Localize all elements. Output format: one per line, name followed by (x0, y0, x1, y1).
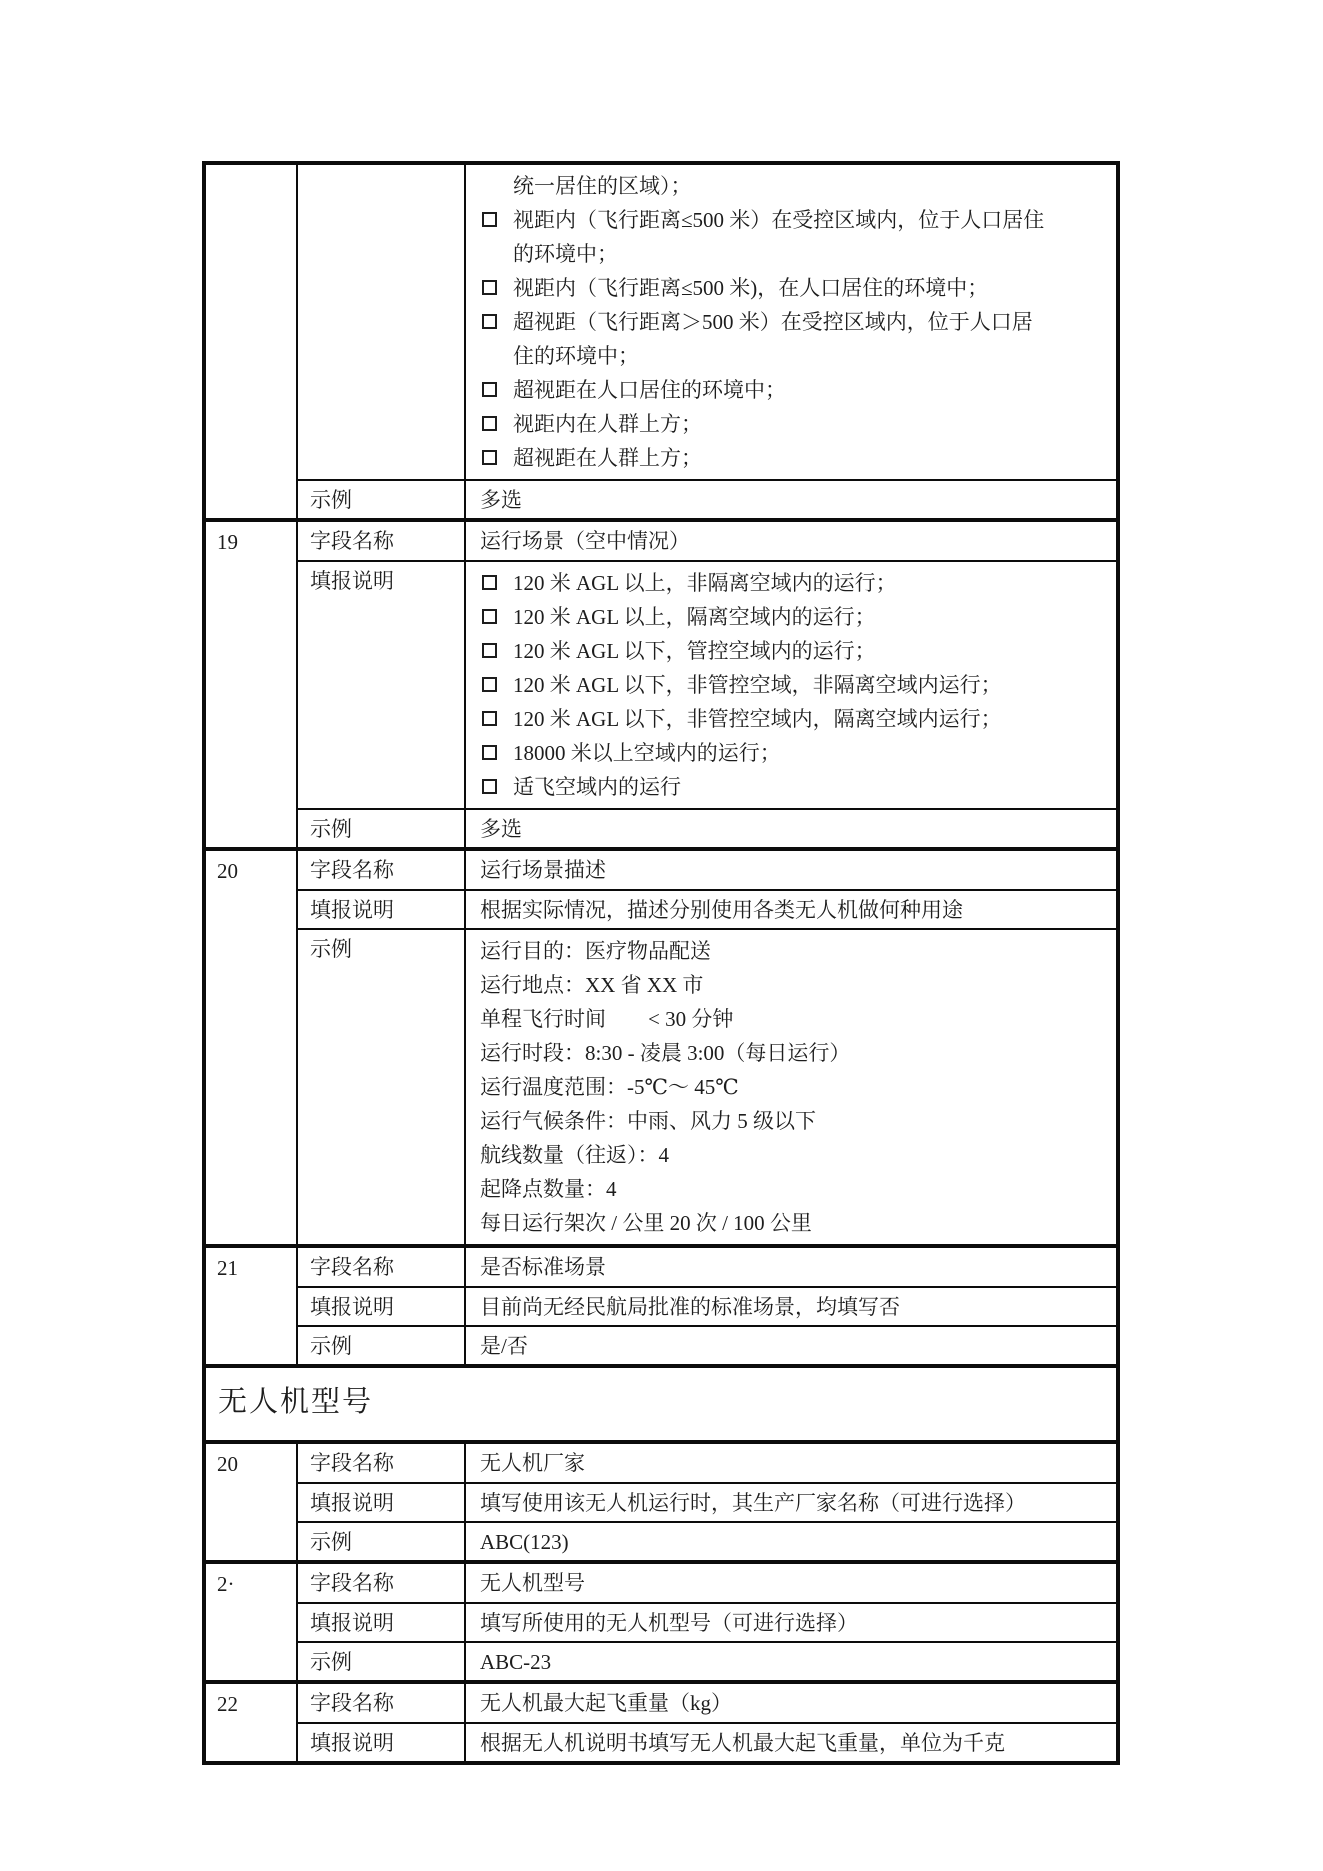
example-value: ABC-23 (480, 1650, 552, 1674)
fill-instruction-label: 填报说明 (298, 562, 466, 808)
checkbox-option (480, 566, 1108, 600)
checkbox-icon (482, 212, 497, 227)
checkbox-option (480, 169, 1108, 203)
fill-instruction-row (298, 1286, 1116, 1325)
example-row (298, 1325, 1116, 1364)
fill-instruction-row (298, 1602, 1116, 1641)
checkbox-icon (482, 280, 497, 295)
example-line: 起降点数量：4 (480, 1177, 617, 1201)
checkbox-option-label: 超视距（飞行距离＞500 米）在受控区域内，位于人口居住的环境中； (513, 310, 1033, 368)
field-label-cell (298, 165, 466, 479)
checkbox-option (480, 373, 1108, 407)
row-number-cell: 20 (206, 1444, 298, 1560)
example-line: 航线数量（往返）：4 (480, 1143, 669, 1167)
checkbox-icon (482, 609, 497, 624)
field-group-20 (206, 847, 1116, 1244)
example-label: 示例 (298, 1327, 466, 1364)
checkbox-icon (482, 711, 497, 726)
checkbox-icon (482, 677, 497, 692)
field-group-continued (206, 165, 1116, 518)
example-label: 示例 (298, 1523, 466, 1560)
checkbox-icon (482, 745, 497, 760)
field-name-value: 无人机型号 (480, 1571, 585, 1595)
checkbox-option (480, 634, 1108, 668)
checkbox-option-label: 视距内（飞行距离≤500 米)，在人口居住的环境中； (513, 276, 989, 300)
fill-instruction-value: 根据实际情况，描述分别使用各类无人机做何种用途 (480, 898, 963, 922)
example-line: 运行目的：医疗物品配送 (480, 939, 711, 963)
field-name-row (298, 522, 1116, 560)
field-name-row (298, 1564, 1116, 1602)
checkbox-option (480, 305, 1108, 373)
field-group-22 (206, 1680, 1116, 1761)
checkbox-option-label: 适飞空域内的运行 (513, 775, 681, 799)
row-number-cell (206, 165, 298, 518)
example-value: 多选 (480, 488, 522, 512)
checkbox-option-label: 120 米 AGL 以下，非管控空域内，隔离空域内运行； (513, 707, 1002, 731)
checkbox-icon (482, 450, 497, 465)
fill-instruction-label: 填报说明 (298, 891, 466, 928)
example-label: 示例 (298, 810, 466, 847)
checkbox-icon (482, 416, 497, 431)
example-line: 运行温度范围：-5℃～ 45℃ (480, 1075, 739, 1099)
checkbox-icon (482, 314, 497, 329)
field-name-row (298, 851, 1116, 889)
checkbox-option (480, 271, 1108, 305)
checkbox-option (480, 736, 1108, 770)
row-number-cell: 22 (206, 1684, 298, 1761)
example-line: 运行时段：8:30 - 凌晨 3:00（每日运行） (480, 1041, 851, 1065)
example-row (298, 928, 1116, 1244)
checkbox-option (480, 407, 1108, 441)
example-value: 是/否 (480, 1334, 528, 1358)
field-name-value: 是否标准场景 (480, 1255, 606, 1279)
field-group-uav-model (206, 1560, 1116, 1680)
checkbox-option-label: 120 米 AGL 以上，非隔离空域内的运行； (513, 571, 897, 595)
field-name-value: 无人机最大起飞重量（kg） (480, 1691, 732, 1715)
fill-instruction-row (298, 1722, 1116, 1761)
example-label: 示例 (298, 481, 466, 518)
fill-instruction-row (298, 165, 1116, 479)
field-name-value: 运行场景描述 (480, 858, 606, 882)
checkbox-option-label: 120 米 AGL 以下，非管控空域，非隔离空域内运行； (513, 673, 1002, 697)
example-label: 示例 (298, 930, 466, 1244)
checkbox-option-label: 18000 米以上空域内的运行； (513, 741, 781, 765)
fill-instruction-label: 填报说明 (298, 1604, 466, 1641)
field-definition-table (202, 161, 1120, 1765)
checkbox-option-label: 120 米 AGL 以上，隔离空域内的运行； (513, 605, 876, 629)
checkbox-option (480, 770, 1108, 804)
fill-instruction-value: 目前尚无经民航局批准的标准场景，均填写否 (480, 1295, 900, 1319)
example-value: 多选 (480, 817, 522, 841)
checkbox-option-list (466, 165, 1116, 479)
field-name-label: 字段名称 (298, 522, 466, 560)
checkbox-option (480, 441, 1108, 475)
checkbox-option-label: 超视距在人口居住的环境中； (513, 378, 786, 402)
fill-instruction-row (298, 560, 1116, 808)
fill-instruction-row (298, 889, 1116, 928)
checkbox-option (480, 702, 1108, 736)
row-number-cell: 20 (206, 851, 298, 1244)
checkbox-option-label: 统一居住的区域）； (513, 174, 692, 198)
field-name-label: 字段名称 (298, 1248, 466, 1286)
example-value: ABC(123) (480, 1530, 569, 1554)
example-row (298, 1521, 1116, 1560)
example-label: 示例 (298, 1643, 466, 1680)
fill-instruction-label: 填报说明 (298, 1288, 466, 1325)
checkbox-option-label: 视距内在人群上方； (513, 412, 702, 436)
field-name-label: 字段名称 (298, 1564, 466, 1602)
checkbox-option-label: 超视距在人群上方； (513, 446, 702, 470)
checkbox-icon (482, 643, 497, 658)
example-row (298, 479, 1116, 518)
field-name-value: 运行场景（空中情况） (480, 529, 690, 553)
example-line: 运行气候条件：中雨、风力 5 级以下 (480, 1109, 816, 1133)
checkbox-icon (482, 575, 497, 590)
field-name-label: 字段名称 (298, 1684, 466, 1722)
row-number-cell: 21 (206, 1248, 298, 1364)
fill-instruction-value: 填写使用该无人机运行时，其生产厂家名称（可进行选择） (480, 1491, 1026, 1515)
example-row (298, 808, 1116, 847)
checkbox-option (480, 600, 1108, 634)
field-group-21 (206, 1244, 1116, 1364)
field-group-19 (206, 518, 1116, 847)
checkbox-option-list (466, 562, 1116, 808)
field-group-uav-manufacturer (206, 1440, 1116, 1560)
example-multiline-value (466, 930, 1116, 1244)
example-line: 单程飞行时间 < 30 分钟 (480, 1007, 734, 1031)
fill-instruction-value: 根据无人机说明书填写无人机最大起飞重量，单位为千克 (480, 1731, 1005, 1755)
row-number-cell: 19 (206, 522, 298, 847)
checkbox-icon (482, 779, 497, 794)
example-row (298, 1641, 1116, 1680)
field-name-value: 无人机厂家 (480, 1451, 585, 1475)
checkbox-option (480, 203, 1108, 271)
field-name-label: 字段名称 (298, 1444, 466, 1482)
fill-instruction-row (298, 1482, 1116, 1521)
checkbox-option (480, 668, 1108, 702)
section-header-uav-model: 无人机型号 (206, 1364, 1116, 1440)
fill-instruction-label: 填报说明 (298, 1484, 466, 1521)
field-name-row (298, 1248, 1116, 1286)
field-name-row (298, 1684, 1116, 1722)
field-name-row (298, 1444, 1116, 1482)
row-number-cell: 2· (206, 1564, 298, 1680)
field-name-label: 字段名称 (298, 851, 466, 889)
example-line: 每日运行架次 / 公里 20 次 / 100 公里 (480, 1211, 812, 1235)
fill-instruction-value: 填写所使用的无人机型号（可进行选择） (480, 1611, 858, 1635)
checkbox-icon (482, 382, 497, 397)
checkbox-option-label: 视距内（飞行距离≤500 米）在受控区域内，位于人口居住的环境中； (513, 208, 1045, 266)
fill-instruction-label: 填报说明 (298, 1724, 466, 1761)
checkbox-option-label: 120 米 AGL 以下，管控空域内的运行； (513, 639, 876, 663)
example-line: 运行地点：XX 省 XX 市 (480, 973, 704, 997)
